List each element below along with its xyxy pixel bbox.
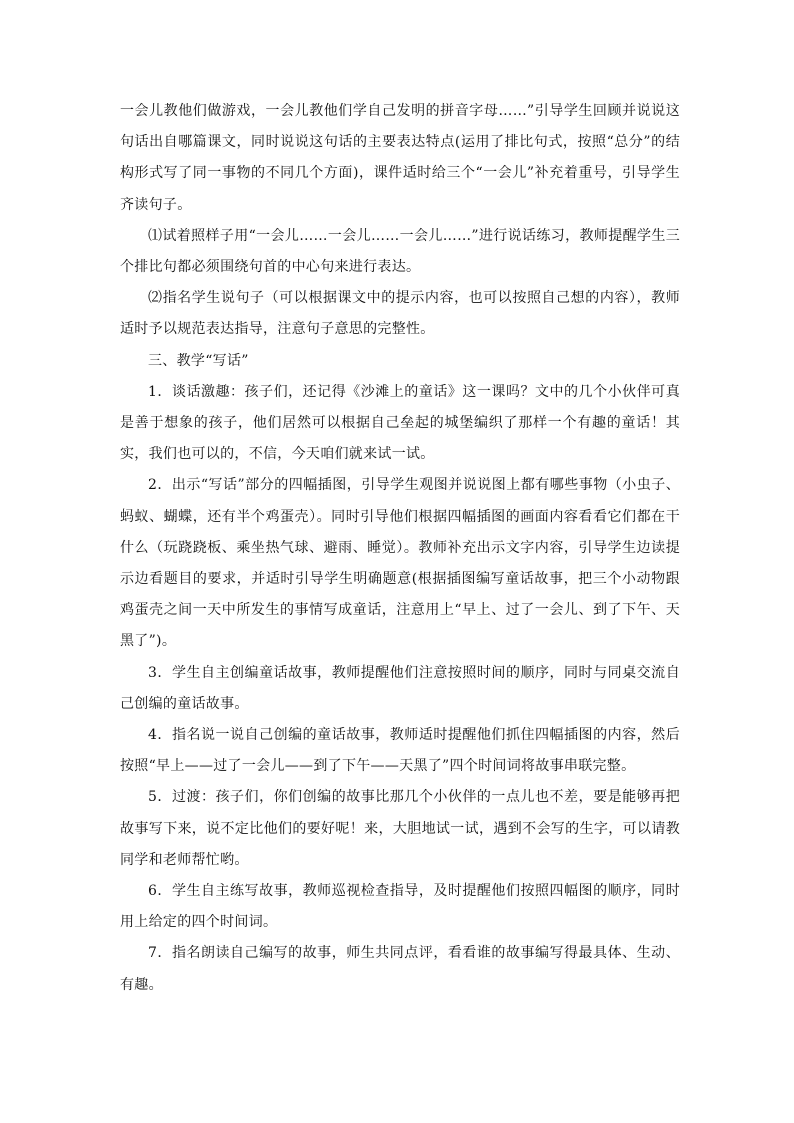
paragraph-step-4: 4．指名说一说自己创编的童话故事，教师适时提醒他们抓住四幅插图的内容，然后按照“早上——过了一会儿——到了下午——天黑了”四个时间词将故事串联完整。 — [120, 727, 680, 775]
section-heading-writing: 三、教学“写话” — [148, 352, 249, 369]
paragraph-step-5: 5．过渡：孩子们，你们创编的故事比那几个小伙伴的一点儿也不差，要是能够再把故事写下来，说不定比他们的要好呢！来，大胆地试一试，遇到不会写的生字，可以请教同学和老师帮忙哟。 — [120, 789, 680, 868]
paragraph-step-3: 3．学生自主创编童话故事，教师提醒他们注意按照时间的顺序，同时与同桌交流自己创编的童话故事。 — [120, 664, 680, 712]
document-body — [120, 96, 680, 1001]
paragraph-practice-1: ⑴试着照样子用“一会儿……一会儿……一会儿……”进行说话练习，教师提醒学生三个排比句都必须围绕句首的中心句来进行表达。 — [120, 227, 680, 276]
paragraph-step-2: 2．出示“写话”部分的四幅插图，引导学生观图并说说图上都有哪些事物（小虫子、蚂蚁、蝴蝶，还有半个鸡蛋壳）。同时引导他们根据四幅插图的画面内容看看它们都在干什么（玩跷跷板、乘坐热气球、避雨、睡觉）。教师补充出示文字内容，引导学生边读提示边看题目的要求，并适时引导学生明确题意(根据插图编写童话故事，把三个小动物跟鸡蛋壳之间一天中所发生的事情写成童话，注意用上“早上、过了一会儿、到了下午、天黑了”)。 — [120, 477, 680, 650]
paragraph-continuation: 一会儿教他们做游戏，一会儿教他们学自己发明的拼音字母……”引导学生回顾并说说这句话出自哪篇课文，同时说说这句话的主要表达特点(运用了排比句式，按照“总分”的结构形式写了同一事物的不同几个方面)，课件适时给三个“一会儿”补充着重号，引导学生齐读句子。 — [120, 103, 680, 213]
paragraph-practice-2: ⑵指名学生说句子（可以根据课文中的提示内容，也可以按照自己想的内容），教师适时予以规范表达指导，注意句子意思的完整性。 — [120, 290, 680, 338]
paragraph-step-1: 1．谈话激趣：孩子们，还记得《沙滩上的童话》这一课吗？文中的几个小伙伴可真是善于想象的孩子，他们居然可以根据自己垒起的城堡编织了那样一个有趣的童话！其实，我们也可以的，不信，今天咱们就来试一试。 — [120, 383, 680, 463]
paragraph-step-7: 7．指名朗读自己编写的故事，师生共同点评，看看谁的故事编写得最具体、生动、有趣。 — [120, 945, 680, 993]
paragraph-step-6: 6．学生自主练写故事，教师巡视检查指导，及时提醒他们按照四幅图的顺序，同时用上给定的四个时间词。 — [120, 883, 680, 931]
